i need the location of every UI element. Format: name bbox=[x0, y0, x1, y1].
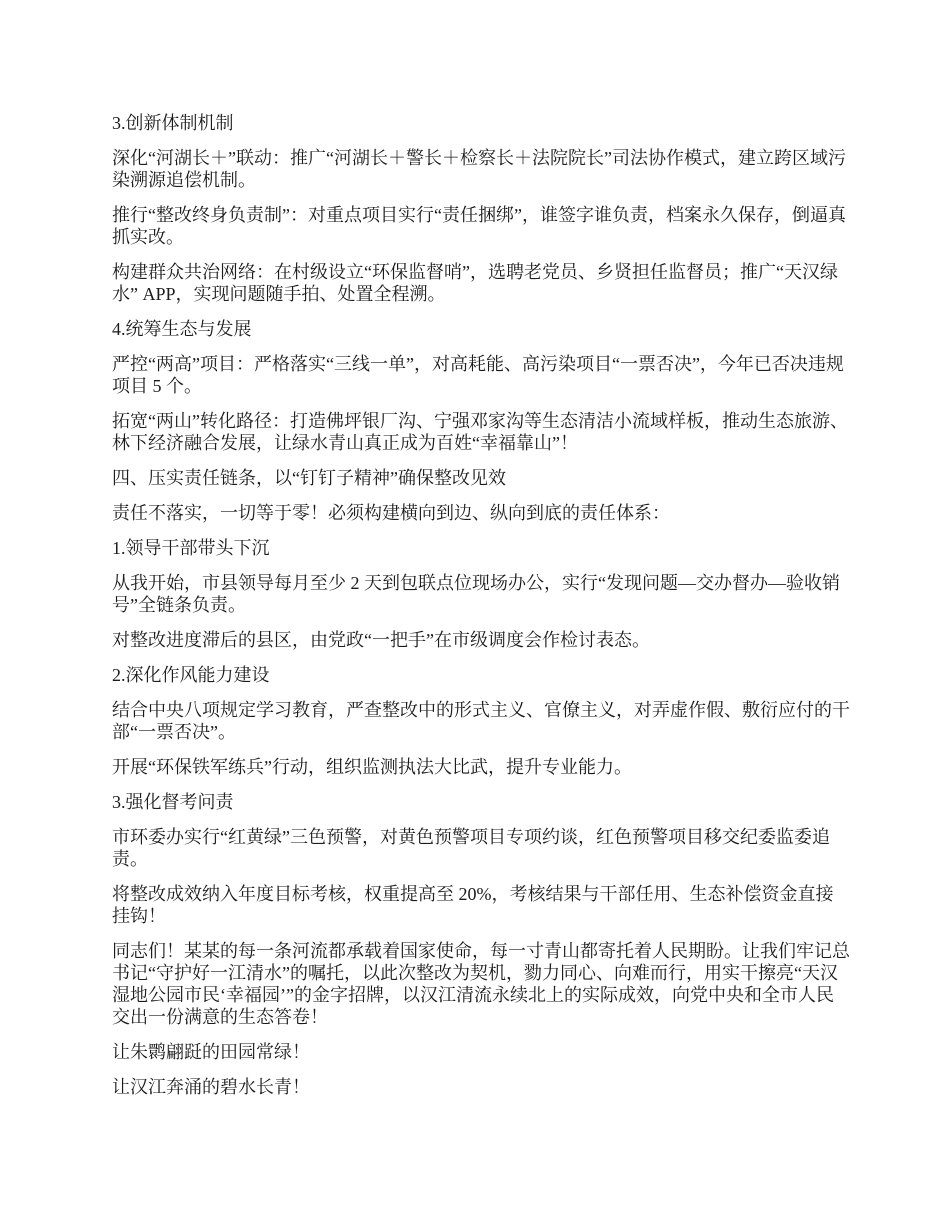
slogan-paragraph: 让朱鹮翩跹的田园常绿！ bbox=[112, 1042, 310, 1062]
paragraph: 严控“两高”项目：严格落实“三线一单”，对高耗能、高污染项目“一票否决”，今年已否决违规项目 5 个。 bbox=[112, 354, 844, 396]
paragraph: 对整改进度滞后的县区，由党政“一把手”在市级调度会作检讨表态。 bbox=[112, 630, 650, 650]
sub-heading-paragraph: 3.创新体制机制 bbox=[112, 113, 234, 133]
paragraph: 将整改成效纳入年度目标考核，权重提高至 20%，考核结果与干部任用、生态补偿资金直接挂钩！ bbox=[112, 884, 834, 926]
section-heading-paragraph: 四、压实责任链条，以“钉钉子精神”确保整改见效 bbox=[112, 468, 506, 488]
sub-heading-paragraph: 1.领导干部带头下沉 bbox=[112, 538, 270, 558]
paragraph: 开展“环保铁军练兵”行动，组织监测执法大比武，提升专业能力。 bbox=[112, 757, 632, 777]
paragraph: 结合中央八项规定学习教育，严查整改中的形式主义、官僚主义，对弄虚作假、敷衍应付的干部“一票否决”。 bbox=[112, 700, 850, 742]
sub-heading-paragraph: 4.统筹生态与发展 bbox=[112, 319, 252, 339]
paragraph: 责任不落实，一切等于零！必须构建横向到边、纵向到底的责任体系： bbox=[112, 503, 670, 523]
slogan-paragraph: 让汉江奔涌的碧水长青！ bbox=[112, 1077, 310, 1097]
paragraph: 深化“河湖长＋”联动：推广“河湖长＋警长＋检察长＋法院院长”司法协作模式，建立跨区域污染溯源追偿机制。 bbox=[112, 148, 846, 190]
paragraph: 构建群众共治网络：在村级设立“环保监督哨”，选聘老党员、乡贤担任监督员；推广“天汉绿水” APP，实现问题随手拍、处置全程溯。 bbox=[112, 262, 838, 304]
sub-heading-paragraph: 2.深化作风能力建设 bbox=[112, 665, 270, 685]
paragraph: 推行“整改终身负责制”：对重点项目实行“责任捆绑”，谁签字谁负责，档案永久保存，倒逼真抓实改。 bbox=[112, 205, 846, 247]
paragraph: 拓宽“两山”转化路径：打造佛坪银厂沟、宁强邓家沟等生态清洁小流域样板，推动生态旅游、林下经济融合发展，让绿水青山真正成为百姓“幸福靠山”！ bbox=[112, 411, 848, 453]
paragraph: 同志们！某某的每一条河流都承载着国家使命，每一寸青山都寄托着人民期盼。让我们牢记总书记“守护好一江清水”的嘱托，以此次整改为契机，勠力同心、向难而行，用实干擦亮“天汉湿地公园市民‘幸福园’”的金字招牌，以汉江清流永续北上的实际成效，向党中央和全市人民交出一份满意的生态答卷！ bbox=[112, 941, 850, 1027]
paragraph: 市环委办实行“红黄绿”三色预警，对黄色预警项目专项约谈，红色预警项目移交纪委监委追责。 bbox=[112, 827, 830, 869]
paragraph: 从我开始，市县领导每月至少 2 天到包联点位现场办公，实行“发现问题—交办督办—验收销号”全链条负责。 bbox=[112, 573, 840, 615]
sub-heading-paragraph: 3.强化督考问责 bbox=[112, 792, 234, 812]
